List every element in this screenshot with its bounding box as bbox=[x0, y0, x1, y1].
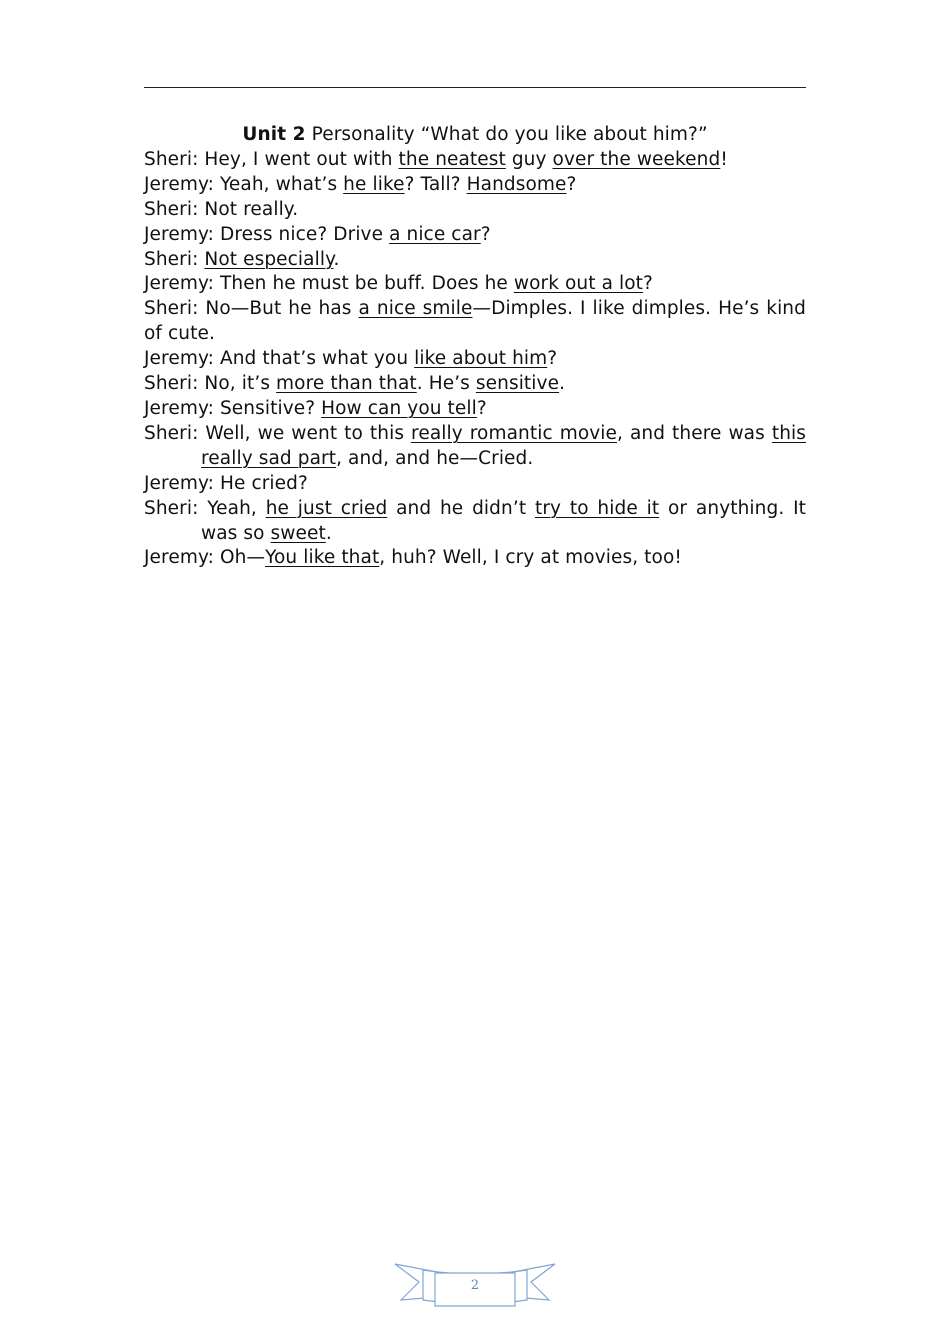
dialogue-text: Then he must be buff. Does he bbox=[219, 273, 514, 295]
dialogue-text: ? bbox=[643, 273, 653, 295]
dialogue-text: , huh? Well, I cry at movies, too! bbox=[379, 547, 682, 569]
dialogue-line bbox=[144, 397, 806, 422]
underlined-phrase: sensitive bbox=[475, 373, 560, 395]
dialogue-line bbox=[144, 497, 806, 547]
dialogue-text: Dress nice? Drive bbox=[219, 223, 390, 245]
speaker-name: Sheri: bbox=[144, 373, 205, 395]
dialogue-line bbox=[144, 198, 806, 223]
dialogue-text: or anything. It was so bbox=[201, 497, 807, 544]
dialogue-text: ? bbox=[480, 223, 491, 245]
unit-title bbox=[144, 123, 806, 148]
underlined-phrase: like about him bbox=[414, 348, 548, 370]
dialogue-text: ? Tall? bbox=[404, 173, 467, 195]
underlined-phrase: over the weekend bbox=[552, 148, 721, 170]
speaker-name: Sheri: bbox=[144, 497, 208, 519]
speaker-name: Jeremy: bbox=[144, 472, 220, 494]
page-number: 2 bbox=[470, 1278, 480, 1293]
underlined-phrase: more than that bbox=[276, 373, 417, 395]
dialogue-text: No—But he has bbox=[205, 298, 359, 320]
unit-subtitle: Personality “What do you like about him?” bbox=[305, 124, 708, 145]
underlined-phrase: a nice smile bbox=[358, 298, 473, 320]
unit-label: Unit 2 bbox=[242, 124, 306, 145]
dialogue-text: And that’s what you bbox=[219, 348, 415, 370]
underlined-phrase: work out a lot bbox=[513, 273, 644, 295]
dialogue-line bbox=[144, 223, 806, 248]
dialogue-text: Oh— bbox=[219, 547, 266, 569]
speaker-name: Sheri: bbox=[144, 148, 205, 170]
dialogue-text: ! bbox=[720, 148, 728, 170]
dialogue-line bbox=[144, 272, 806, 297]
speaker-name: Sheri: bbox=[144, 298, 206, 320]
dialogue-text: Hey, I went out with bbox=[204, 148, 399, 170]
dialogue-text: —Dimples. I like dimples. He’s kind of cute. bbox=[144, 298, 806, 345]
speaker-name: Sheri: bbox=[144, 422, 206, 444]
speaker-name: Sheri: bbox=[144, 198, 205, 220]
dialogue-text: No, it’s bbox=[204, 373, 277, 395]
speaker-name: Jeremy: bbox=[144, 173, 220, 195]
dialogue-text: Yeah, bbox=[207, 497, 266, 519]
dialogue-text: , and, and he—Cried. bbox=[336, 447, 534, 469]
dialogue-text: and he didn’t bbox=[387, 497, 535, 519]
dialogue-line bbox=[144, 472, 806, 497]
dialogue-text: . bbox=[333, 248, 340, 270]
dialogue-text: , and there was bbox=[617, 422, 772, 444]
dialogue-text: He cried? bbox=[219, 472, 308, 494]
dialogue bbox=[144, 148, 806, 571]
dialogue-text: ? bbox=[547, 348, 558, 370]
underlined-phrase: How can you tell bbox=[321, 397, 477, 419]
dialogue-text: ? bbox=[476, 397, 487, 419]
dialogue-text: Well, we went to this bbox=[205, 422, 412, 444]
dialogue-text: ? bbox=[566, 173, 577, 195]
dialogue-text: Yeah, what’s bbox=[219, 173, 344, 195]
underlined-phrase: Handsome bbox=[466, 173, 567, 195]
underlined-phrase: this really sad part bbox=[201, 422, 807, 469]
dialogue-text: guy bbox=[505, 148, 553, 170]
underlined-phrase: sweet bbox=[270, 522, 326, 544]
document-body bbox=[144, 123, 806, 571]
dialogue-line bbox=[144, 347, 806, 372]
dialogue-text: . bbox=[559, 373, 566, 395]
dialogue-line bbox=[144, 297, 806, 347]
dialogue-text: Not really. bbox=[204, 198, 299, 220]
underlined-phrase: he like bbox=[343, 173, 405, 195]
underlined-phrase: he just cried bbox=[265, 497, 388, 519]
dialogue-line bbox=[144, 148, 806, 173]
dialogue-line bbox=[144, 248, 806, 273]
page-footer bbox=[393, 1260, 557, 1310]
dialogue-line bbox=[144, 173, 806, 198]
underlined-phrase: really romantic movie bbox=[411, 422, 618, 444]
dialogue-text: Sensitive? bbox=[219, 397, 322, 419]
dialogue-line bbox=[144, 372, 806, 397]
underlined-phrase: a nice car bbox=[389, 223, 481, 245]
underlined-phrase: You like that bbox=[265, 547, 380, 569]
dialogue-line bbox=[144, 422, 806, 472]
speaker-name: Sheri: bbox=[144, 248, 205, 270]
speaker-name: Jeremy: bbox=[144, 397, 220, 419]
speaker-name: Jeremy: bbox=[144, 547, 220, 569]
dialogue-text: . He’s bbox=[416, 373, 476, 395]
underlined-phrase: try to hide it bbox=[534, 497, 660, 519]
speaker-name: Jeremy: bbox=[144, 348, 220, 370]
dialogue-line bbox=[144, 546, 806, 571]
underlined-phrase: Not especially bbox=[204, 248, 334, 270]
speaker-name: Jeremy: bbox=[144, 223, 220, 245]
dialogue-text: . bbox=[325, 522, 332, 544]
underlined-phrase: the neatest bbox=[398, 148, 506, 170]
header-rule bbox=[144, 87, 806, 88]
speaker-name: Jeremy: bbox=[144, 273, 220, 295]
